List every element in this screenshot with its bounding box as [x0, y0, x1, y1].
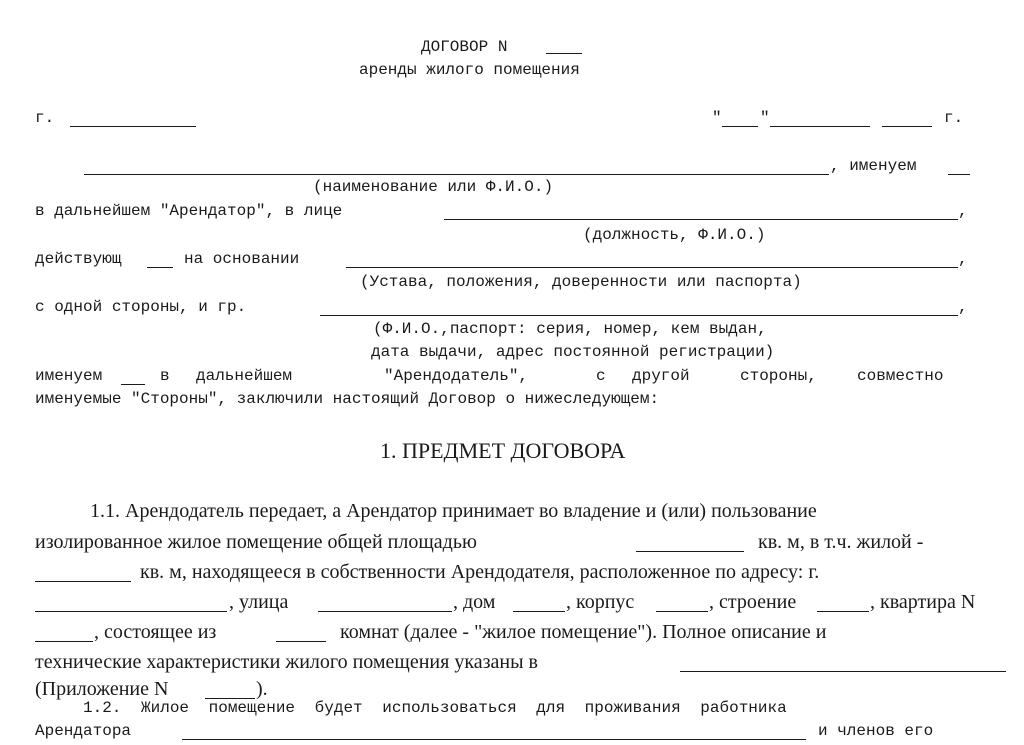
contract-title: ДОГОВОР N [421, 38, 508, 56]
rooms-blank[interactable] [276, 641, 326, 642]
year-blank[interactable] [882, 126, 932, 127]
structure-blank[interactable] [817, 611, 869, 612]
landlord-word-7: совместно [857, 367, 944, 385]
month-blank[interactable] [770, 126, 870, 127]
living-area-blank[interactable] [35, 581, 131, 582]
building-label: , корпус [566, 591, 635, 613]
address-city-blank[interactable] [35, 611, 227, 612]
landlord-word-4: с [596, 367, 606, 385]
clause-1-1-line-5a: , состоящее из [94, 621, 217, 643]
basis-hint: (Устава, положения, доверенности или паспорта) [360, 273, 802, 291]
contract-number-blank[interactable] [546, 53, 582, 54]
party-name-blank[interactable] [84, 174, 829, 175]
clause-1-1-line-7b: ). [256, 678, 268, 700]
named-label: , именуем [830, 157, 917, 175]
named-ending-blank[interactable] [948, 174, 970, 175]
basis-blank[interactable] [346, 267, 958, 268]
clause-1-1-line-5b: комнат (далее - "жилое помещение"). Полное описание и [340, 621, 827, 643]
passport-hint-2: дата выдачи, адрес постоянной регистрации) [371, 343, 775, 361]
clause-1-2-line-2b: и членов его [818, 722, 934, 740]
clause-1-1-line-7a: (Приложение N [35, 678, 169, 700]
building-blank[interactable] [656, 611, 708, 612]
clause-1-1-line-2a: изолированное жилое помещение общей площадью [35, 531, 477, 553]
street-blank[interactable] [318, 611, 452, 612]
landlord-word-6: стороны, [740, 367, 817, 385]
clause-1-1-line-3: кв. м, находящееся в собственности Арендодателя, расположенное по адресу: г. [140, 561, 820, 583]
clause-1-1-line-2b: кв. м, в т.ч. жилой - [758, 531, 924, 553]
acting-prefix: действующ [35, 250, 122, 268]
conclusion-line: именуемые "Стороны", заключили настоящий Договор о нижеследующем: [35, 390, 660, 408]
section-1-heading: 1. ПРЕДМЕТ ДОГОВОРА [380, 438, 626, 463]
employee-blank[interactable] [182, 739, 806, 740]
landlord-word-2: дальнейшем [196, 367, 293, 385]
apartment-label: , квартира N [870, 591, 976, 613]
tenant-line: в дальнейшем "Арендатор", в лице [35, 202, 343, 220]
year-suffix: г. [944, 109, 964, 127]
named-prefix-blank[interactable] [121, 384, 145, 385]
structure-label: , строение [709, 591, 797, 613]
city-prefix: г. [35, 109, 55, 127]
representative-blank[interactable] [444, 219, 958, 220]
acting-ending-blank[interactable] [147, 267, 173, 268]
citizen-blank[interactable] [320, 315, 958, 316]
comma-3: , [958, 298, 968, 316]
clause-1-1-line-6: технические характеристики жилого помещения указаны в [35, 651, 538, 673]
one-side-line: с одной стороны, и гр. [35, 298, 247, 316]
date-close-quote: " [760, 109, 770, 127]
city-blank[interactable] [70, 126, 196, 127]
date-open-quote: " [712, 109, 722, 127]
total-area-blank[interactable] [636, 551, 744, 552]
passport-hint-1: (Ф.И.О.,паспорт: серия, номер, кем выдан, [373, 320, 767, 338]
clause-1-1-line-1: 1.1. Арендодатель передает, а Арендатор принимает во владение и (или) пользование [90, 500, 817, 522]
clause-1-2-line-1: 1.2. Жилое помещение будет использоваться для проживания работника [83, 699, 787, 717]
clause-1-2-line-2a: Арендатора [35, 722, 132, 740]
comma-2: , [958, 250, 968, 268]
named-prefix: именуем [35, 367, 103, 385]
landlord-word-3: "Арендодатель", [384, 367, 529, 385]
street-label: , улица [229, 591, 289, 613]
position-hint: (должность, Ф.И.О.) [583, 226, 766, 244]
landlord-word-5: другой [632, 367, 690, 385]
house-label: , дом [453, 591, 496, 613]
house-blank[interactable] [513, 611, 565, 612]
landlord-word-1: в [160, 367, 170, 385]
contract-subtitle: аренды жилого помещения [359, 61, 580, 79]
acting-suffix: на основании [184, 250, 300, 268]
day-blank[interactable] [722, 126, 758, 127]
name-hint: (наименование или Ф.И.О.) [313, 178, 554, 196]
apartment-blank[interactable] [35, 641, 93, 642]
comma-1: , [958, 202, 968, 220]
appendix-doc-blank[interactable] [680, 671, 1006, 672]
